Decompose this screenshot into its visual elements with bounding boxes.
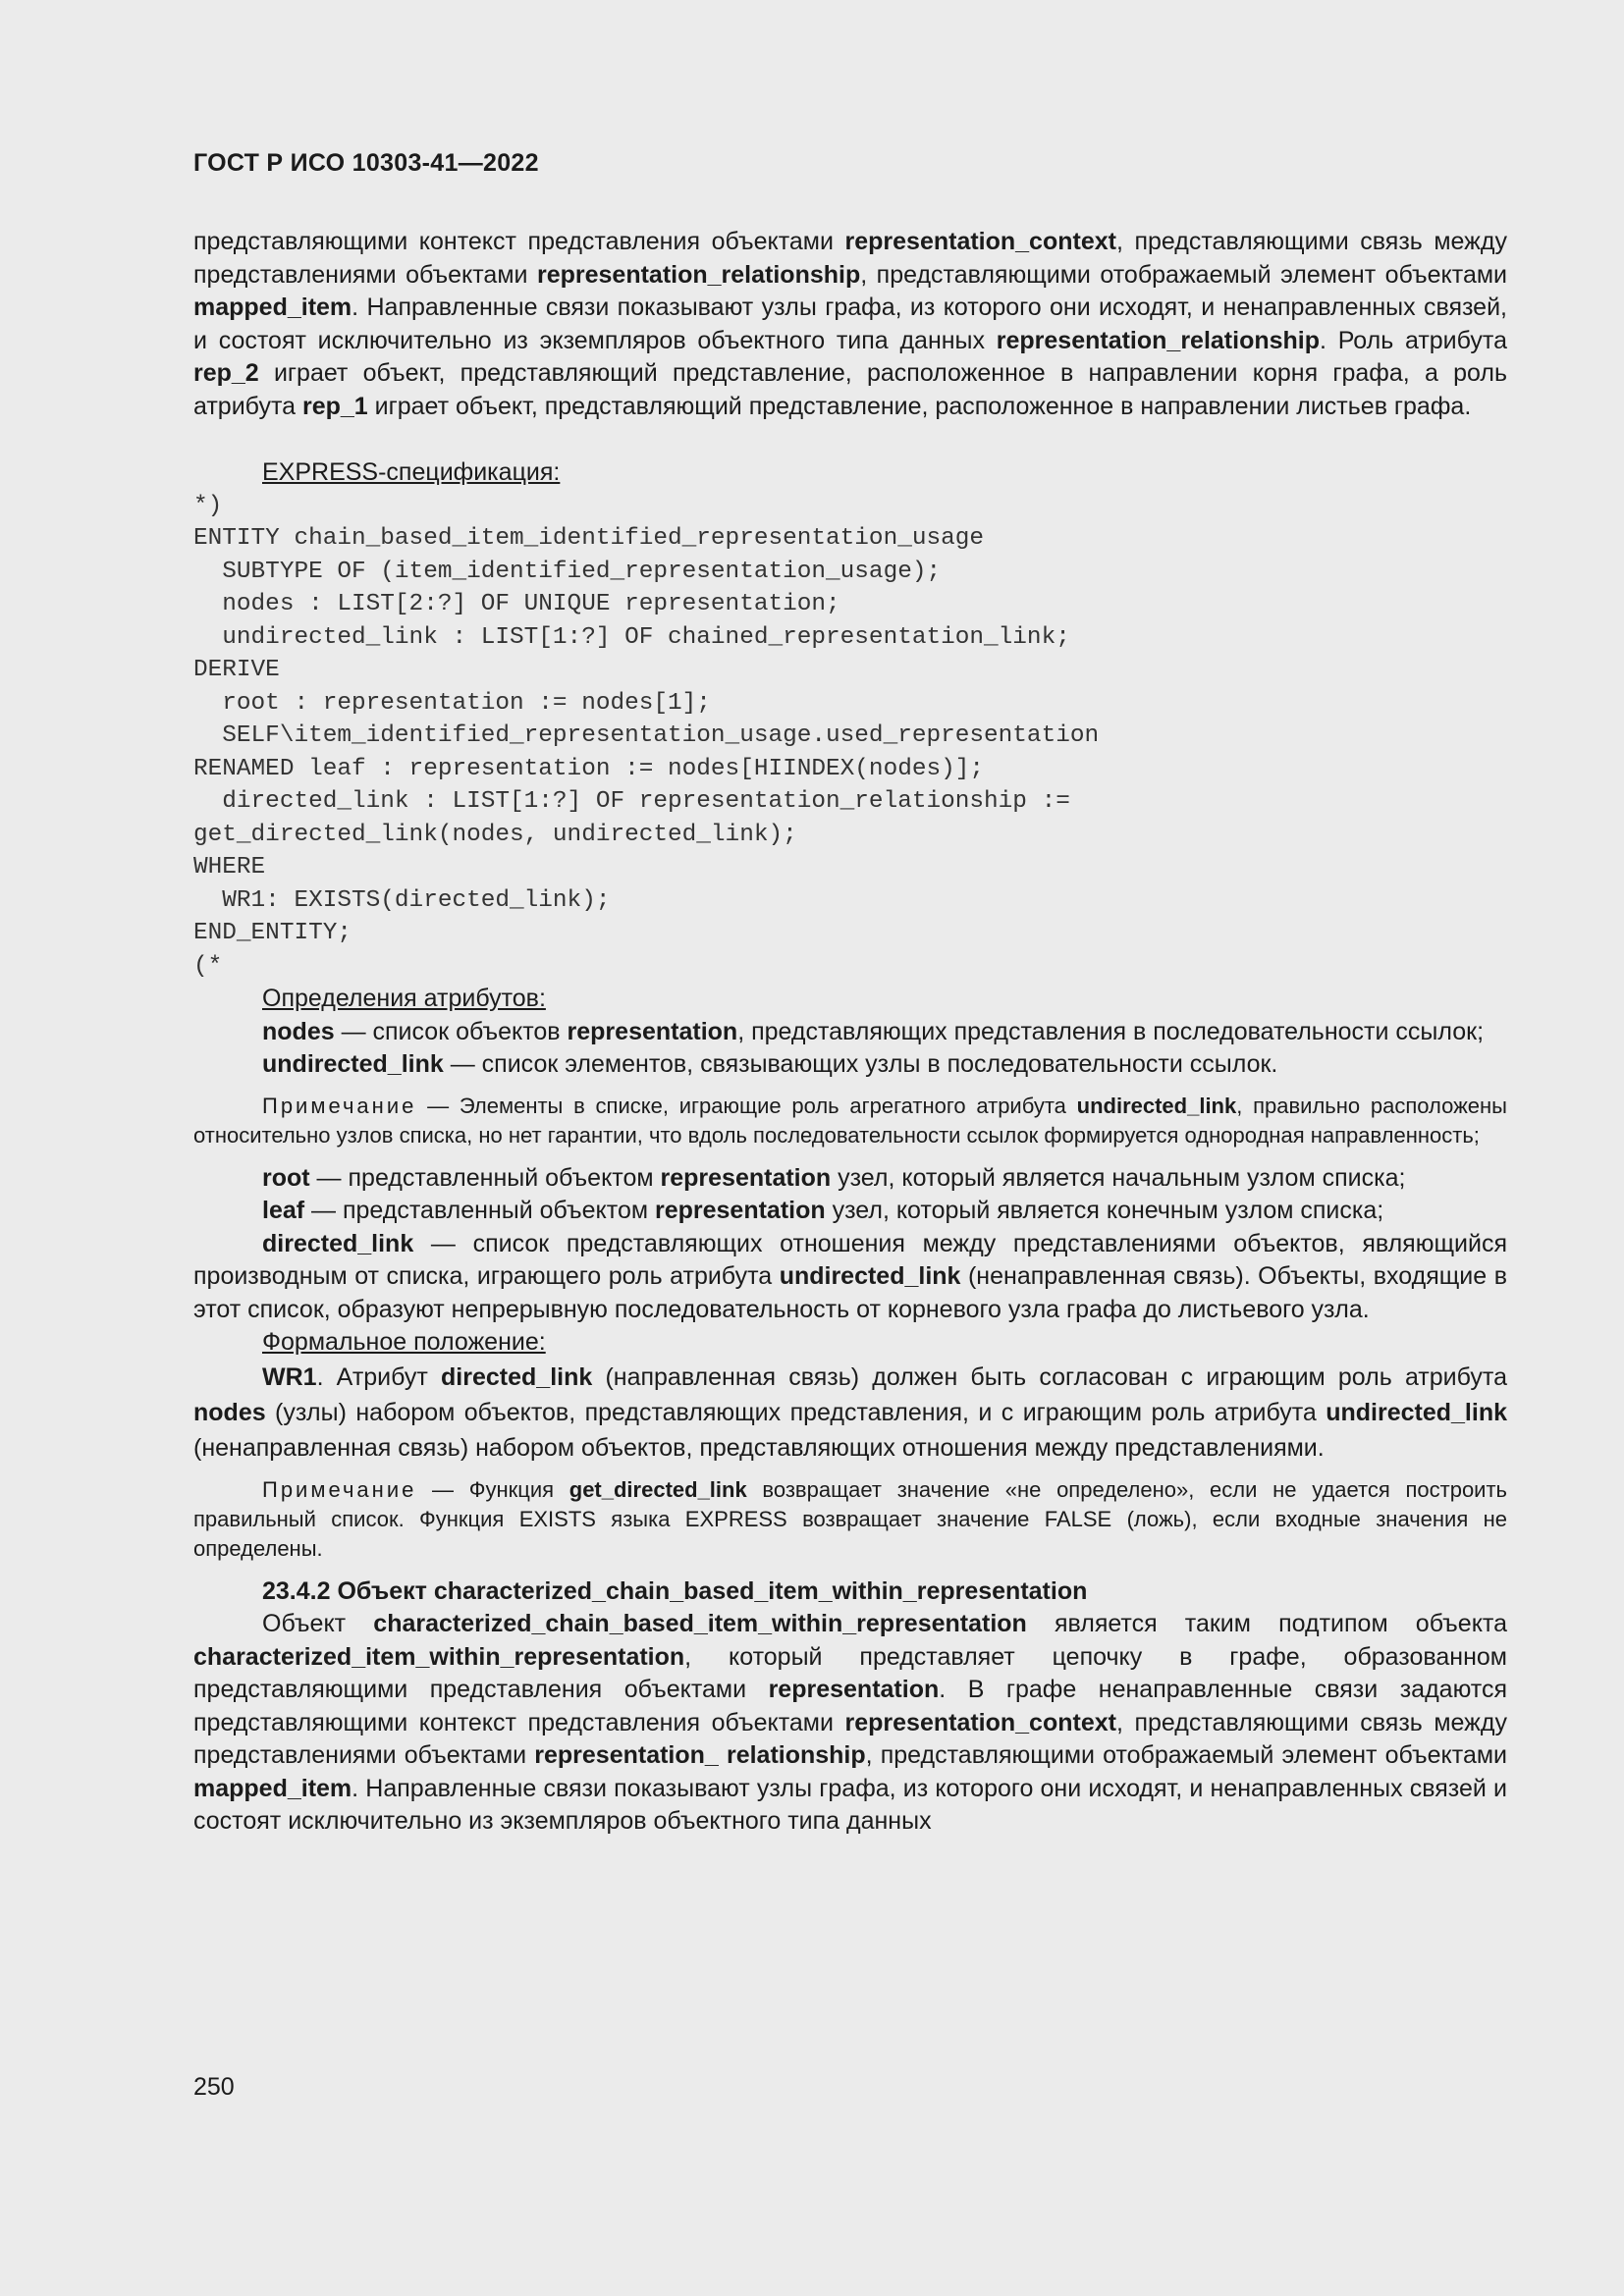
attr-root: root — представленный объектом representation узел, который является начальным узлом списка; [262,1163,1406,1192]
note-1: Примечание — Элементы в списке, играющие роль агрегатного атрибута undirected_link, правильно расположены относительно узлов списка, но нет гарантии, что вдоль последовательности ссылок формируется однородная направленность; [193,1093,1507,1148]
attr-undirected-link: undirected_link — список элементов, связывающих узлы в последовательности ссылок. [262,1050,1278,1078]
express-code-block: *) ENTITY chain_based_item_identified_representation_usage SUBTYPE OF (item_identified_representation_usage); nodes : LIST[2:?] OF UNIQUE representation; undirected_link : LIST[1:?] OF chained_representation_link; DERIVE root : representation := nodes[1]; SELF\item_identified_representation_usage.used_representation RENAMED leaf : representation := nodes[HIINDEX(nodes)]; directed_link : LIST[1:?] OF representation_relationship := get_directed_link(nodes, undirected_link); WHERE WR1: EXISTS(directed_link); END_ENTITY; (* [193,492,1100,980]
attr-directed-link: directed_link — список представляющих отношения между представлениями объектов, являющийся производным от списка, играющего роль атрибута undirected_link (ненаправленная связь). Объекты, входящие в этот список, образуют непрерывную последовательность от корневого узла графа до листьевого узла. [193,1229,1507,1323]
rule-wr1: WR1. Атрибут directed_link (направленная связь) должен быть согласован с играющим роль атрибута nodes (узлы) набором объектов, представляющих представления, и с играющим роль атрибута undirected_link (ненаправленная связь) набором объектов, представляющих отношения между представлениями. [193,1362,1507,1462]
express-heading: EXPRESS-спецификация: [262,458,561,486]
attr-nodes: nodes — список объектов representation, представляющих представления в последовательности ссылок; [262,1017,1485,1045]
formal-heading: Формальное положение: [262,1328,546,1356]
attr-leaf: leaf — представленный объектом representation узел, который является конечным узлом списка; [262,1197,1384,1224]
page-content [193,226,1507,1839]
intro-paragraph: представляющими контекст представления объектами representation_context, представляющими связь между представлениями объектами representation_relationship, представляющими отображаемый элемент объектами mapped_item. Направленные связи показывают узлы графа, из которого они исходят, и ненаправленных связей, и состоят исключительно из экземпляров объектного типа данных representation_relationship. Роль атрибута rep_2 играет объект, представляющий представление, расположенное в направлении корня графа, а роль атрибута rep_1 играет объект, представляющий представление, расположенное в направлении листьев графа. [193,228,1508,420]
section-title: 23.4.2 Объект characterized_chain_based_item_within_representation [262,1576,1088,1605]
section-paragraph: Объект characterized_chain_based_item_within_representation является таким подтипом объекта characterized_item_within_representation, который представляет цепочку в графе, образованном представляющими представления объектами representation. В графе ненаправленные связи задаются представляющими контекст представления объектами representation_context, представляющими связь между представлениями объектами representation_ relationship, представляющими отображаемый элемент объектами mapped_item. Направленные связи показывают узлы графа, из которого они исходят, и ненаправленных связей и состоят исключительно из экземпляров объектного типа данных [193,1610,1507,1835]
document-header: ГОСТ Р ИСО 10303-41—2022 [193,149,539,177]
note-2: Примечание — Функция get_directed_link возвращает значение «не определено», если не удается построить правильный список. Функция EXISTS языка EXPRESS возвращает значение FALSE (ложь), если входные значения не определены. [193,1476,1508,1561]
attributes-heading: Определения атрибутов: [262,985,546,1012]
page-number: 250 [193,2073,235,2101]
